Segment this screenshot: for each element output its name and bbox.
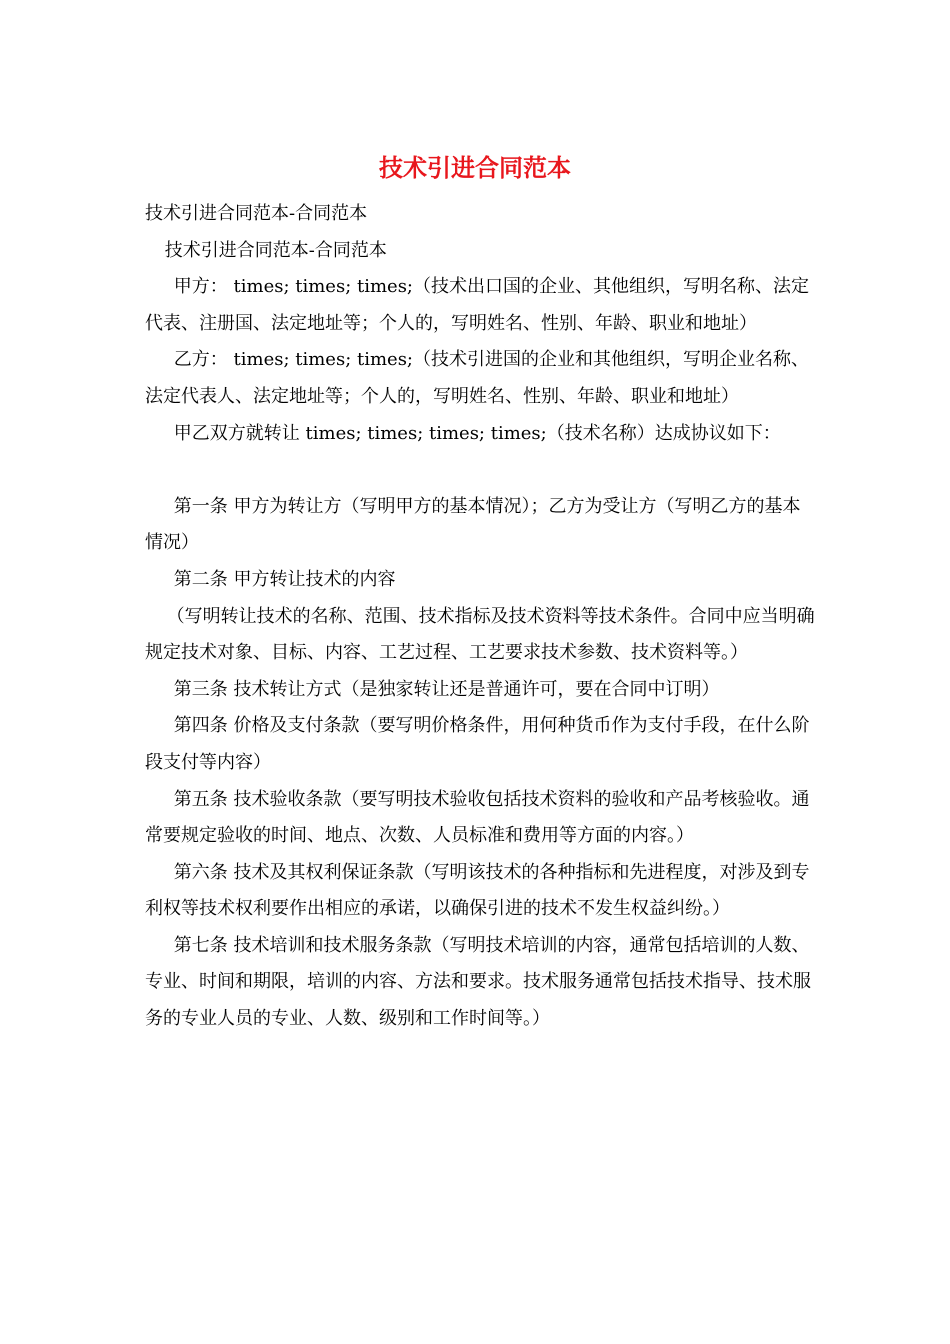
clause-6: 第六条 技术及其权利保证条款（写明该技术的各种指标和先进程度，对涉及到专利权等技术权利要作出相应的承诺，以确保引进的技术不发生权益纠纷。）	[145, 861, 810, 920]
subtitle-line-indented: 技术引进合同范本-合同范本	[164, 239, 387, 261]
document-body	[145, 196, 815, 1038]
subtitle-line: 技术引进合同范本-合同范本	[145, 203, 368, 224]
clause-2: 第二条 甲方转让技术的内容	[173, 568, 396, 590]
document-title: 技术引进合同范本	[379, 153, 571, 182]
blank-line	[145, 452, 815, 489]
agreement-intro-paragraph: 甲乙双方就转让 times; times; times; times;（技术名称）达成协议如下：	[173, 422, 781, 444]
clause-4: 第四条 价格及支付条款（要写明价格条件，用何种货币作为支付手段，在什么阶段支付等内容）	[145, 715, 810, 773]
party-b-paragraph: 乙方： times; times; times;（技术引进国的企业和其他组织，写明企业名称、法定代表人、法定地址等；个人的，写明姓名、性别、年龄、职业和地址）	[145, 349, 809, 407]
party-a-paragraph: 甲方： times; times; times;（技术出口国的企业、其他组织，写明名称、法定代表、注册国、法定地址等；个人的，写明姓名、性别、年龄、职业和地址）	[145, 276, 809, 334]
clause-1: 第一条 甲方为转让方（写明甲方的基本情况）；乙方为受让方（写明乙方的基本情况）	[145, 495, 801, 554]
clause-3: 第三条 技术转让方式（是独家转让还是普通许可，要在合同中订明）	[173, 678, 720, 700]
clause-5: 第五条 技术验收条款（要写明技术验收包括技术资料的验收和产品考核验收。通常要规定验收的时间、地点、次数、人员标准和费用等方面的内容。）	[145, 788, 810, 847]
clause-7: 第七条 技术培训和技术服务条款（写明技术培训的内容，通常包括培训的人数、专业、时间和期限，培训的内容、方法和要求。技术服务通常包括技术指导、技术服务的专业人员的专业、人数、级别和工作时间等。）	[145, 934, 811, 1030]
clause-2-detail: （写明转让技术的名称、范围、技术指标及技术资料等技术条件。合同中应当明确规定技术对象、目标、内容、工艺过程、工艺要求技术参数、技术资料等。）	[145, 605, 815, 664]
